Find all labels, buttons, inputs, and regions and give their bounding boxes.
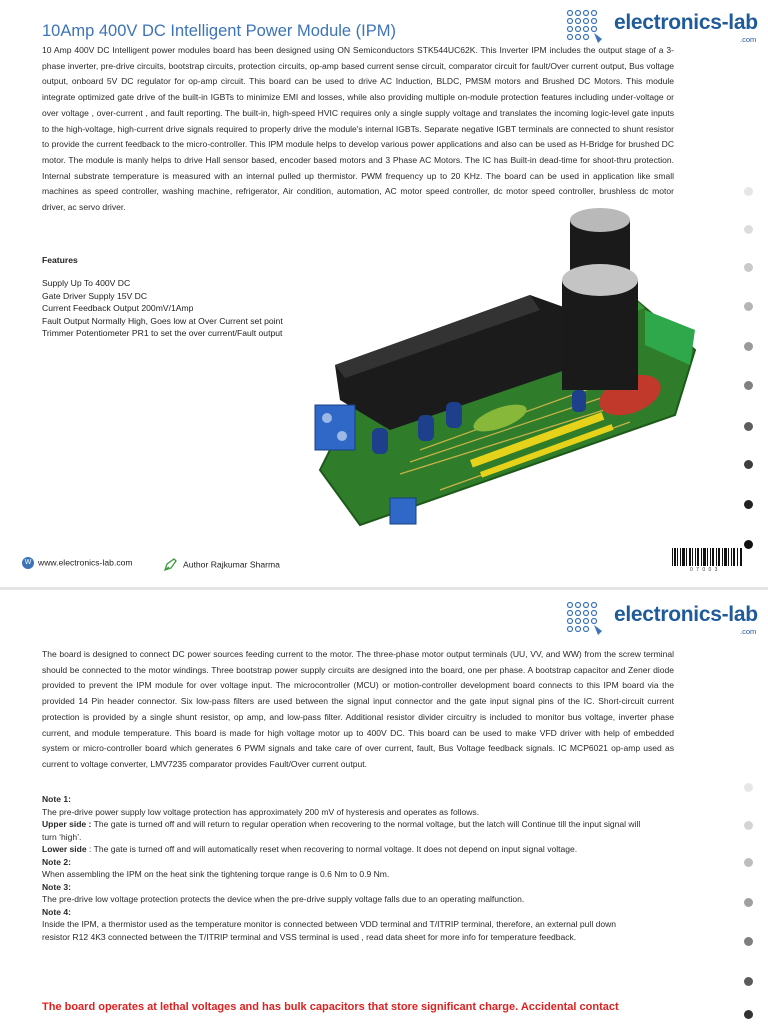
logo-suffix: .com [740,627,757,636]
page-dot[interactable] [744,540,753,549]
barcode-number: 0 7 0 0 3 [690,567,719,573]
features-heading: Features [42,255,78,265]
page-dot[interactable] [744,898,753,907]
page-dot[interactable] [744,858,753,867]
note-1-label: Note 1: [42,794,71,804]
feature-item: Supply Up To 400V DC [42,278,131,288]
page-title: 10Amp 400V DC Intelligent Power Module (IPM) [42,22,396,40]
page-dot[interactable] [744,381,753,390]
upper-side-label: Upper side : [42,819,92,829]
capacitor [418,415,434,441]
page-dot[interactable] [744,977,753,986]
page-dot[interactable] [744,460,753,469]
feature-item: Current Feedback Output 200mV/1Amp [42,303,194,313]
note-4-text: Inside the IPM, a thermistor used as the temperature monitor is connected between VDD terminal and T/ITRIP terminal, therefore, an external pull down resistor R12 4K3 connected between the T/ITRIP terminal and VSS terminal is used , read data sheet for more info for temperature feedback. [42,919,617,942]
lower-side-text: : The gate is turned off and will automatically reset when recovering to normal voltage. It does not depend on input signal voltage. [86,844,578,854]
electronics-lab-logo[interactable] [564,7,764,47]
globe-icon: W [22,557,34,569]
logo-text: electronics-lab [614,11,758,34]
lower-side-label: Lower side [42,844,87,854]
features-list [42,277,283,340]
page-dot[interactable] [744,187,753,196]
feature-item: Fault Output Normally High, Goes low at Over Current set point [42,315,283,326]
page-dot[interactable] [744,783,753,792]
page-dot[interactable] [744,302,753,311]
logo-suffix: .com [740,35,757,44]
page-dot[interactable] [744,225,753,234]
author-name: Author Rajkumar Sharma [183,559,280,570]
feature-item: Trimmer Potentiometer PR1 to set the over current/Fault output [42,328,283,338]
capacitor [372,428,388,454]
screw [337,431,347,441]
footer-website[interactable] [22,557,133,569]
capacitor [572,390,586,412]
website-link[interactable]: www.electronics-lab.com [38,557,133,568]
capacitor [446,402,462,428]
upper-side-text: The gate is turned off and will return to regular operation when recovering to the normal voltage, but the latch will Continue till the input signal will turn ‘high’. [42,819,641,842]
logo-chip-icon [564,7,610,47]
page-dot[interactable] [744,422,753,431]
note-2-text: When assembling the IPM on the heat sink the tightening torque range is 0.6 Nm to 0.9 Nm. [42,869,390,879]
page-dot[interactable] [744,263,753,272]
note-2-label: Note 2: [42,856,71,867]
page-2 [0,590,768,1024]
page-dot[interactable] [744,500,753,509]
bulk-capacitor-top [570,208,630,232]
note-1-text: The pre-drive power supply low voltage protection has approximately 200 mV of hysteresis and operates as follows. [42,806,480,817]
ipm-board-photo [300,200,700,530]
footer-author [162,557,280,573]
body-paragraph: The board is designed to connect DC power sources feeding current to the motor. The three-phase motor output terminals (UU, VV, and WW) from the screw terminal should be connected to the motor windings. Three bootstrap power supply circuits are designed into the board, one per phase. A bootstrap capacitor and Zener diode provided to prevent the IPM module for over voltage input. The microcontroller (MCU) or motion-controller development board connects to this IPM board via the provided 14 Pin header connector. Six low-pass filters are used between the signal input connector and the gate input signal pins of the IC. Short-circuit current protection is provided by a single shunt resistor, op amp, and low-pass filter. Additional resistor divider circuitry is included to monitor bus voltage, inverter phase current, and module temperature. This board is made for high voltage motor up to 400V DC. This board can be used to make VFD driver with help of embedded system or micro-controller board which generates 6 PWM signals and take care of over current, fault, Bus Voltage feedback signals. IC MCP6021 op-amp used as current to voltage converter, LMV7235 comparator provides Fault/Over current output. [42,649,674,769]
page-dot[interactable] [744,1010,753,1019]
screw [322,413,332,423]
notes-section [42,793,642,943]
pen-icon [162,557,178,573]
bulk-capacitor [562,280,638,390]
note-3-text: The pre-drive low voltage protection protects the device when the pre-drive supply voltage falls due to an operating malfunction. [42,894,525,904]
page-dot[interactable] [744,821,753,830]
page-dot[interactable] [744,342,753,351]
note-4-label: Note 4: [42,906,71,917]
logo-text: electronics-lab [614,603,758,626]
electronics-lab-logo[interactable] [564,599,764,639]
intro-paragraph: 10 Amp 400V DC Intelligent power modules board has been designed using ON Semiconductors STK544UC62K. This Inverter IPM includes the output stage of a 3-phase inverter, pre-drive circuits, bootstrap circuits, protection circuits, op-amp based current sense circuit, comparator circuit for fault/Over current output, Bus voltage output, onboard 5V DC regulator for op-amp circuit. This board can be used to drive AC Induction, BLDC, PMSM motors and Brushed DC Motors. This module integrate optimized gate drive of the built-in IGBTs to minimize EMI and losses, while also providing multiple on-module protection features including under-voltage or over voltage , over-current , and fault reporting. The built-in, high-speed HVIC requires only a single supply voltage and translates the incoming logic-level gate inputs to the high-voltage, high-current drive signals required to properly drive the module's internal IGBTs. Separate negative IGBT terminals are connected to shunt resistor to provide the current feedback to the micro-controller. This IPM module helps to develop various power applications and also can be used as H-Bridge for brushed DC motor. The module is manly helps to drive Hall sensor based, encoder based motors and 3 Phase AC Motors. The IC has Built-in dead-time for shoot-thru protection. Internal substrate temperature is measured with an internal pulled up thermistor. PWM frequency up to 20 KHz. The board can be used in application like small machines as speed controller, washing machine, refrigerator, Air condition, automation, AC motor speed controller, dc motor speed controller, brushless dc motor driver, ac servo driver. [42,45,674,213]
note-3-label: Note 3: [42,881,71,892]
trimmer-potentiometer [390,498,416,524]
bulk-capacitor-top [562,264,638,296]
page-dot[interactable] [744,937,753,946]
safety-warning: The board operates at lethal voltages and has bulk capacitors that store significant charge. Accidental contact [42,1001,619,1013]
logo-chip-icon [564,599,610,639]
feature-item: Gate Driver Supply 15V DC [42,290,148,301]
screw-terminal [315,405,355,450]
